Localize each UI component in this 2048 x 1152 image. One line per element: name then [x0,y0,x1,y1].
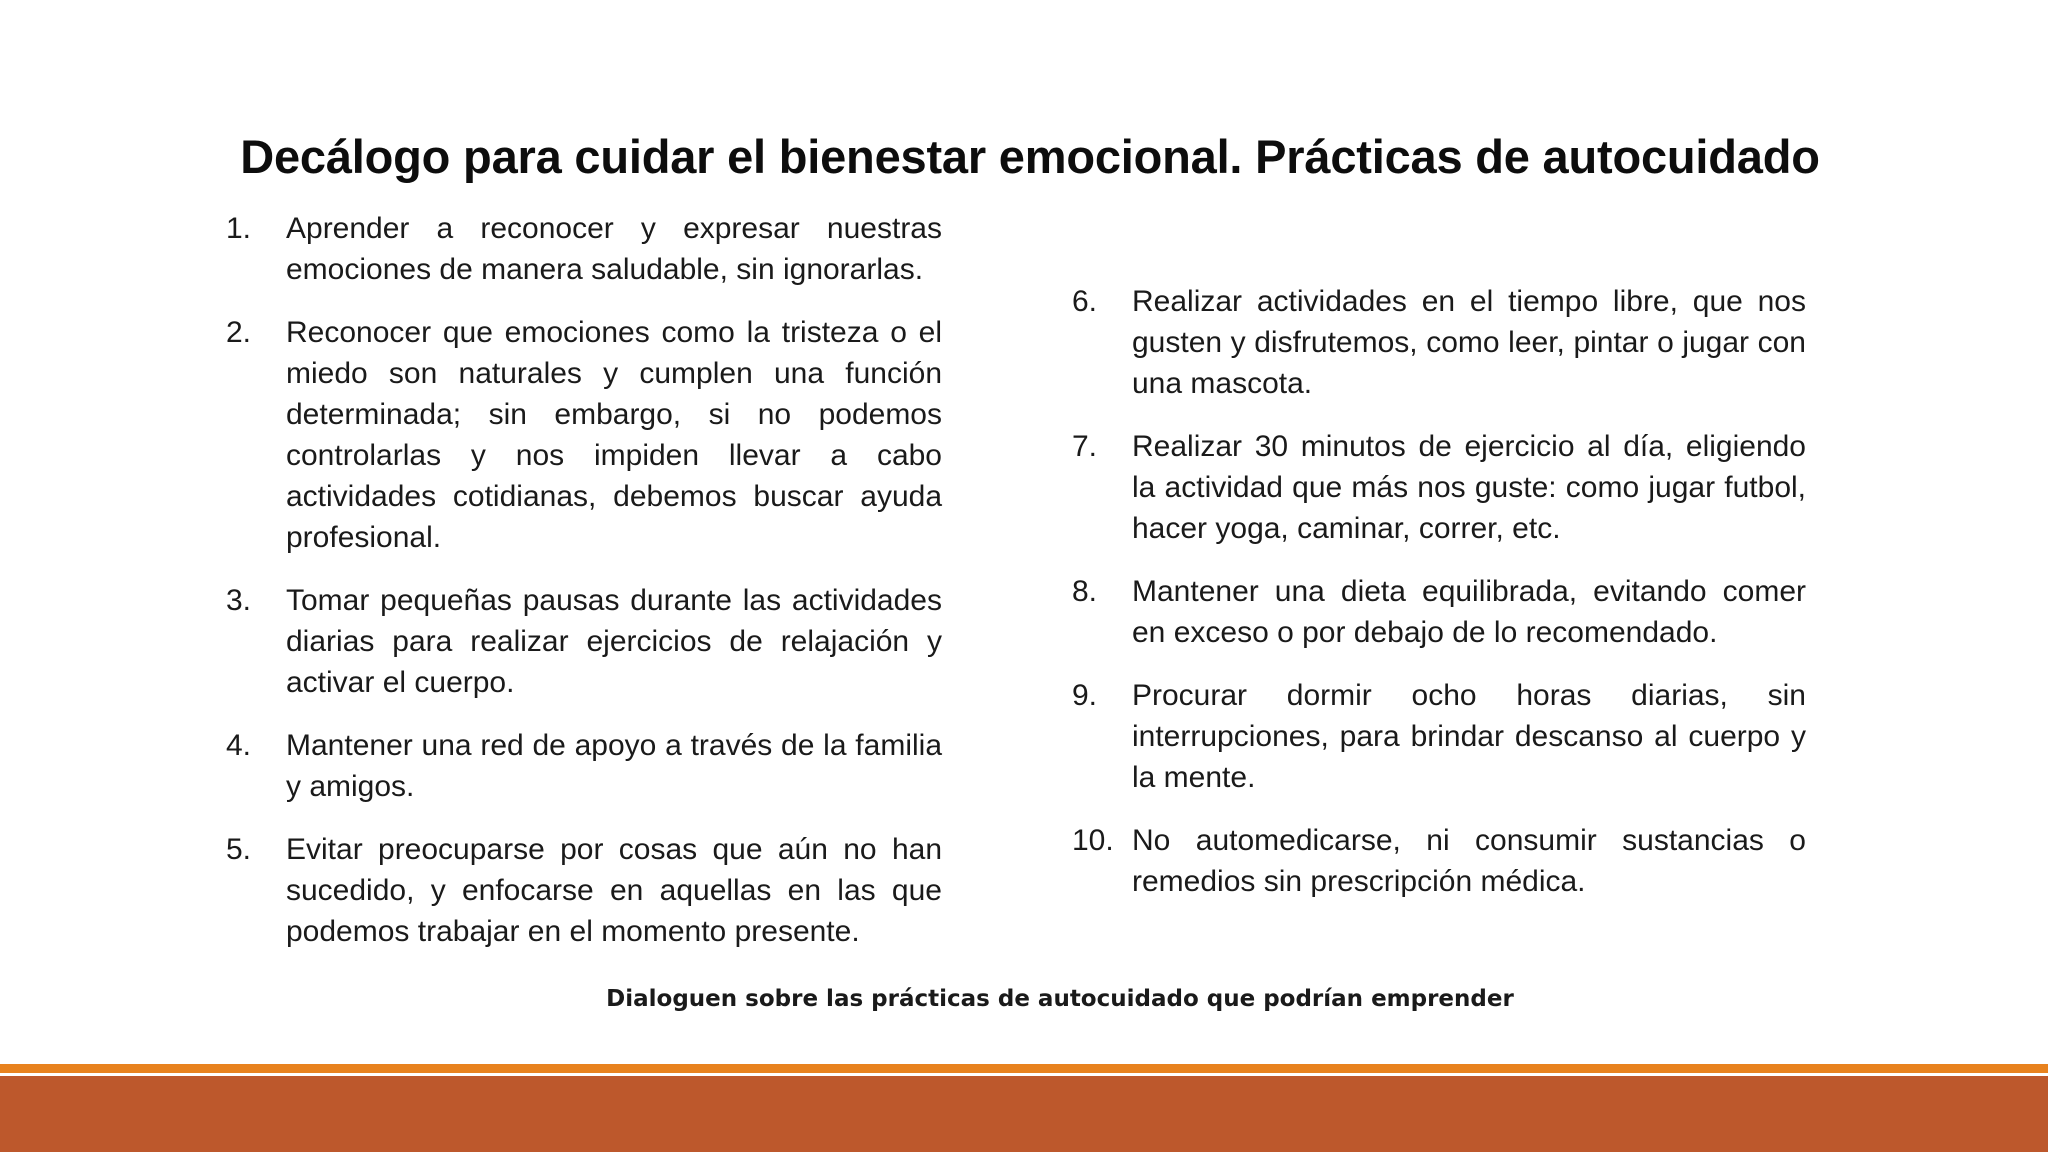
item-text: Procurar dormir ocho horas diarias, sin interrupciones, para brindar descanso al cuerpo y la mente. [1132,679,1806,794]
list-item [1070,426,1806,549]
item-number: 8. [1072,575,1098,608]
item-text: No automedicarse, ni consumir sustancias o remedios sin prescripción médica. [1132,824,1806,898]
list-item [224,208,942,290]
accent-bar-orange [0,1064,2048,1073]
item-text: Aprender a reconocer y expresar nuestras emociones de manera saludable, sin ignorarlas. [286,212,942,286]
list-item [1070,675,1806,798]
item-number: 5. [226,833,252,866]
slide-title: Decálogo para cuidar el bienestar emocional. Prácticas de autocuidado [240,130,1820,184]
item-number: 1. [226,212,252,245]
item-text: Evitar preocuparse por cosas que aún no han sucedido, y enfocarse en aquellas en las que podemos trabajar en el momento presente. [286,833,942,948]
item-text: Realizar 30 minutos de ejercicio al día, eligiendo la actividad que más nos guste: como jugar futbol, hacer yoga, caminar, correr, etc. [1132,430,1806,545]
item-text: Tomar pequeñas pausas durante las actividades diarias para realizar ejercicios de relajación y activar el cuerpo. [286,584,942,699]
decalogue-list-left [224,208,942,974]
item-number: 9. [1072,679,1098,712]
item-number: 10. [1072,824,1114,857]
list-item [224,829,942,952]
list-item [224,312,942,558]
item-number: 3. [226,584,252,617]
item-text: Mantener una red de apoyo a través de la familia y amigos. [286,729,942,803]
item-number: 4. [226,729,252,762]
item-number: 7. [1072,430,1098,463]
item-number: 2. [226,316,252,349]
accent-bar-rust [0,1076,2048,1152]
item-text: Realizar actividades en el tiempo libre, que nos gusten y disfrutemos, como leer, pintar o jugar con una mascota. [1132,285,1806,400]
item-text: Mantener una dieta equilibrada, evitando comer en exceso o por debajo de lo recomendado. [1132,575,1806,649]
item-text: Reconocer que emociones como la tristeza o el miedo son naturales y cumplen una función determinada; sin embargo, si no podemos controlarlas y nos impiden llevar a cabo actividades cotidianas, debemos buscar ayuda profesional. [286,316,942,554]
list-item [1070,571,1806,653]
list-item [224,580,942,703]
list-item [1070,820,1806,902]
discussion-prompt: Dialoguen sobre las prácticas de autocuidado que podrían emprender [606,986,1514,1012]
item-number: 6. [1072,285,1098,318]
list-item [224,725,942,807]
list-item [1070,281,1806,404]
decalogue-list-right [1070,281,1806,924]
